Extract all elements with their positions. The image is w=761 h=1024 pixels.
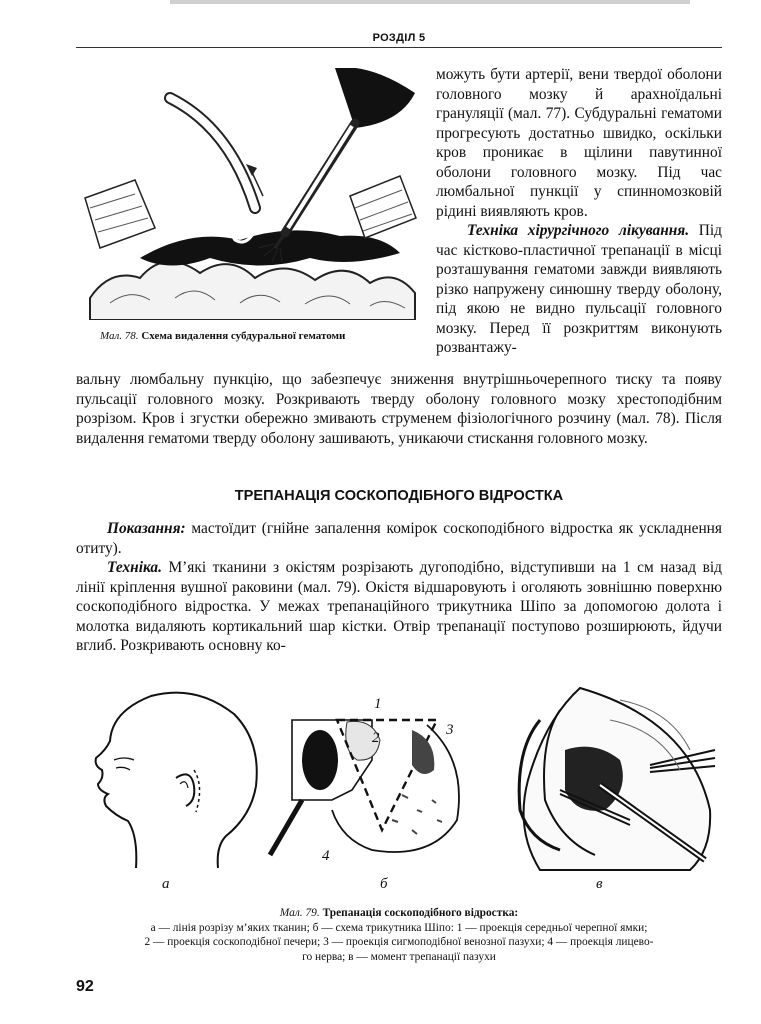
figure-79b-marker-2: 2 xyxy=(372,730,380,746)
running-header: РОЗДІЛ 5 xyxy=(372,32,426,44)
indications-text: мастоїдит (гнійне запалення комірок соскоподібного відростка як ускладнення отиту). xyxy=(76,520,722,557)
figure-78-label: Мал. 78. xyxy=(100,330,139,342)
paragraph-2-continuation: вальну люмбальну пункцію, що забезпечує зниження внутрішньочерепного тиску та появу пульсації головного мозку. Розкривають тверду оболону головного мозку хрестоподібним розрізом. Кров і згустки обережно змивають струменем фізіологічного розчину (мал. 78). Після видалення гематоми тверду оболону зашивають, уникаючи стискання головного мозку. xyxy=(76,371,722,447)
top-decoration xyxy=(170,0,690,4)
technique-text: М’які тканини з окістям розрізають дугоподібно, відступивши на 1 см назад від лінії кріплення вушної раковини (мал. 79). Окістя відшаровують і оголяють зовнішню поверхню соскоподібного відростка. У межах трепанаційного трикутника Шіпо за допомогою долота і молотка видаляють кортикальний шар кістки. Отвір трепанації поступово розширюють, йдучи вглиб. Розкривають основну ко- xyxy=(76,559,722,654)
paragraph-2-heading: Техніка хірургічного лікування. xyxy=(467,222,690,239)
section-body xyxy=(76,519,722,656)
figure-79-caption xyxy=(76,906,722,964)
figure-79-caption-line-2: 2 — проекція соскоподібної печери; 3 — проекція сигмоподібної венозної пазухи; 4 — проекція лицево- xyxy=(144,936,654,948)
header-rule xyxy=(76,47,722,48)
figure-79b-marker-3: 3 xyxy=(446,722,454,738)
figure-78-title: Схема видалення субдуральної гематоми xyxy=(141,330,346,342)
figure-79-title: Трепанація соскоподібного відростка: xyxy=(322,907,519,919)
paragraph-2-right: Під час кістково-пластичної трепанації в місці розташування гематоми завжди виявляють різко напружену синюшну тверду оболону, під якою не видно пульсації головного мозку. Перед її розкриттям виконують розвантажу- xyxy=(436,222,722,356)
figure-79b-marker-4: 4 xyxy=(322,848,330,864)
figure-79c-surgery-illustration xyxy=(500,680,722,874)
section-title: ТРЕПАНАЦІЯ СОСКОПОДІБНОГО ВІДРОСТКА xyxy=(234,488,564,504)
page-number: 92 xyxy=(76,978,94,995)
indications-label: Показання: xyxy=(107,520,186,537)
technique-label: Техніка. xyxy=(107,559,162,576)
figure-79-caption-line-1: а — лінія розрізу м’яких тканин; б — схема трикутника Шіпо: 1 — проекція середньої черепної ямки; xyxy=(150,921,648,934)
paragraph-1: можуть бути артерії, вени твердої оболони головного мозку й арахноїдальні грануляції (мал. 77). Субдуральні гематоми прогресують достатньо швидко, оскільки кров проникає в щілини павутинної оболони головного мозку. Під час люмбальної пункції у спинномозковій рідині виявляють кров. xyxy=(436,66,722,220)
figure-79b-marker-1: 1 xyxy=(374,696,382,712)
figure-78-caption xyxy=(100,330,400,342)
figure-78-illustration xyxy=(80,68,420,320)
figure-79a-head-illustration xyxy=(76,686,272,872)
figure-79-label: Мал. 79. xyxy=(279,907,320,919)
figure-79-panel-b-label: б xyxy=(380,876,388,892)
figure-79-panel-c-label: в xyxy=(596,876,603,892)
right-column-text xyxy=(436,65,722,358)
figure-79-panel-a-label: а xyxy=(162,876,170,892)
figure-79-caption-line-3: го нерва; в — момент трепанації пазухи xyxy=(302,950,496,963)
